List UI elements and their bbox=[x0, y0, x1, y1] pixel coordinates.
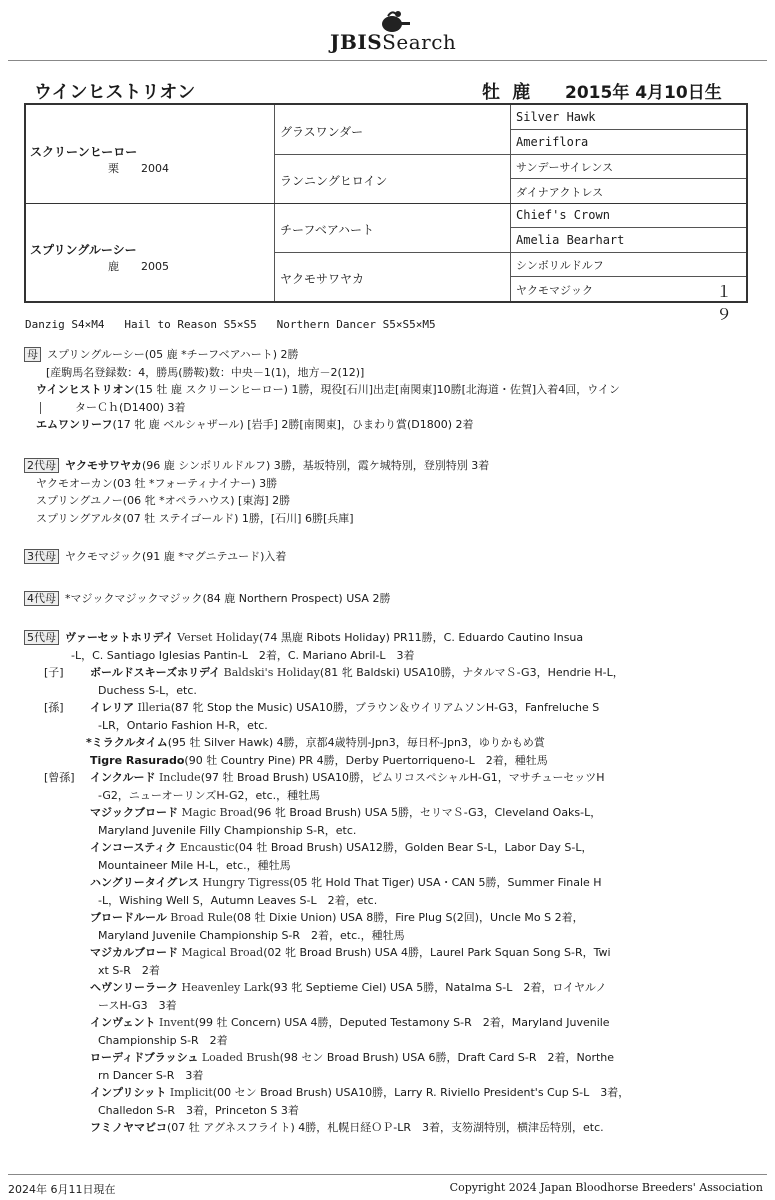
pedigree-table bbox=[24, 103, 748, 324]
horse-name: インクルード bbox=[90, 771, 156, 784]
record-text: -G2，ニューオーリンズH-G2，etc.，種牡馬 bbox=[98, 788, 321, 802]
relation-label: [子] bbox=[44, 666, 64, 679]
list-item: ヤクモオーカン(03 牡 *フォーティナイナー) 3勝 bbox=[36, 476, 278, 490]
horse-birth-date: 2015年 4月10日生 bbox=[565, 83, 722, 103]
offspring-row-cont: ターＣｈ(D1400) 3着 bbox=[24, 399, 744, 417]
family-row bbox=[24, 822, 744, 840]
gen3-5: Chief's Crown bbox=[516, 208, 610, 222]
inbreeding-info: Danzig S4×M4 Hail to Reason S5×S5 Northern Dancer S5×S5×M5 bbox=[25, 318, 436, 331]
relation-label: [孫] bbox=[44, 701, 64, 714]
dam-section bbox=[24, 346, 744, 434]
fifth-dam-tag: 5代母 bbox=[24, 630, 59, 645]
header-rule bbox=[8, 60, 767, 61]
record-text: (93 牝 Septieme Ciel) USA 5勝，Natalma S-L 2着，ロイヤルノ bbox=[269, 981, 607, 994]
family-row bbox=[24, 787, 744, 805]
family-number: １９ bbox=[716, 282, 733, 324]
dam-color-year: 鹿 2005 bbox=[108, 260, 169, 273]
horse-name-en: Implicit bbox=[166, 1086, 213, 1099]
list-item: スプリングユノー(06 牝 *オペラハウス) [東海] 2勝 bbox=[36, 494, 291, 507]
gen3-1: Silver Hawk bbox=[516, 110, 596, 124]
record-text: -L，C. Santiago Iglesias Pantin-L 2着，C. Mariano Abril-L 3着 bbox=[71, 648, 415, 662]
gen3-3: サンデーサイレンス bbox=[516, 161, 614, 174]
record-text: (04 牡 Broad Brush) USA12勝，Golden Bear S-L，Labor Day S-L， bbox=[234, 841, 593, 854]
horse-name-en: Baldski's Holiday bbox=[220, 666, 320, 679]
record-text: xt S-R 2着 bbox=[98, 963, 160, 977]
record-text: (90 牡 Country Pine) PR 4勝，Derby Puertorriqueno-L 2着，種牡馬 bbox=[184, 753, 548, 767]
family-row bbox=[24, 874, 744, 892]
gen2-sire-dam: ランニングヒロイン bbox=[280, 174, 388, 188]
offspring-row: ウインヒストリオン(15 牡 鹿 スクリーンヒーロー) 1勝，現役[石川]出走[南関東]10勝[北海道・佐賀]入着4回，ウイン bbox=[36, 383, 620, 396]
horse-name: イレリア bbox=[90, 701, 134, 714]
horse-name: Tigre Rasurado bbox=[90, 753, 185, 767]
record-text: Mountaineer Mile H-L，etc.，種牡馬 bbox=[98, 858, 291, 872]
gen3-8: ヤクモマジック bbox=[516, 284, 593, 297]
gen3-4: ダイナアクトレス bbox=[516, 186, 604, 199]
horse-name-en: Encaustic bbox=[176, 841, 235, 854]
family-row bbox=[24, 752, 744, 770]
record-text: (08 牡 Dixie Union) USA 8勝，Fire Plug S(2回)，Uncle Mo S 2着， bbox=[232, 911, 584, 924]
horse-name: ボールドスキーズホリデイ bbox=[90, 666, 221, 679]
horse-name-en: Illeria bbox=[134, 701, 171, 714]
horse-name: マジカルブロード bbox=[90, 946, 178, 959]
relation-label: [曾孫] bbox=[44, 771, 75, 784]
second-dam-section: 2代母 ヤクモサワヤカ(96 鹿 シンボリルドルフ) 3勝，基坂特別，霞ケ城特別，登別特別 3着 ヤクモオーカン(03 牡 *フォーティナイナー) 3勝 スプリングユノー(06 牝 *オペラハウス) [東海] 2勝 スプリングアルタ(07 牡 ステイゴールド) 1勝，[石川] 6勝[兵庫] bbox=[24, 457, 744, 527]
record-text: rn Dancer S-R 3着 bbox=[98, 1068, 204, 1082]
second-dam-tag: 2代母 bbox=[24, 458, 59, 473]
record-text: (97 牡 Broad Brush) USA10勝，ピムリコスペシャルH-G1，マサチューセッツH bbox=[200, 771, 605, 784]
third-dam-tag: 3代母 bbox=[24, 549, 59, 564]
footer-rule bbox=[8, 1174, 767, 1175]
horse-name-en: Heavenley Lark bbox=[178, 981, 270, 994]
record-text: (99 牡 Concern) USA 4勝，Deputed Testamony S-R 2着，Maryland Juvenile bbox=[194, 1016, 610, 1029]
list-item: スプリングアルタ(07 牡 ステイゴールド) 1勝，[石川] 6勝[兵庫] bbox=[36, 511, 354, 525]
horse-name: ハングリータイグレス bbox=[90, 876, 200, 889]
record-text: (98 セン Broad Brush) USA 6勝，Draft Card S-R 2着，Northe bbox=[279, 1051, 615, 1064]
dam-cell bbox=[30, 241, 169, 274]
dam-offspring-count: [産駒馬名登録数：4，勝馬(勝鞍)数：中央－1(1)，地方－2(12)] bbox=[46, 365, 365, 379]
horse-name-en: Invent bbox=[155, 1016, 195, 1029]
horse-name-en: Verset Holiday bbox=[173, 631, 260, 644]
family-row bbox=[24, 1102, 744, 1120]
sire-cell bbox=[30, 143, 169, 176]
family-row bbox=[24, 664, 744, 682]
horse-name-en: Magic Broad bbox=[178, 806, 254, 819]
horse-name: マジックブロード bbox=[90, 806, 178, 819]
horse-name: ブロードルール bbox=[90, 911, 167, 924]
family-row bbox=[24, 1014, 744, 1032]
horse-name-en: Magical Broad bbox=[178, 946, 264, 959]
horse-name: ローディドブラッシュ bbox=[90, 1051, 199, 1064]
horse-name-en: Include bbox=[155, 771, 201, 784]
family-row bbox=[24, 804, 744, 822]
record-text: (07 牡 アグネスフライト) 4勝，札幌日経ＯＰ-LR 3着，支笏湖特別，横津岳特別，etc. bbox=[167, 1121, 604, 1134]
family-row bbox=[24, 944, 744, 962]
dam-tag: 母 bbox=[24, 347, 41, 362]
family-row bbox=[24, 734, 744, 752]
horse-name: ヴァーセットホリデイ bbox=[65, 631, 174, 644]
family-row bbox=[24, 1119, 744, 1137]
horse-name: ヘヴンリーラーク bbox=[90, 981, 178, 994]
family-row bbox=[24, 927, 744, 945]
gen3-2: Ameriflora bbox=[516, 135, 589, 149]
logo-text: JBISSearch bbox=[330, 30, 457, 54]
horse-name-en: Loaded Brush bbox=[198, 1051, 280, 1064]
horse-header bbox=[30, 78, 750, 102]
family-row bbox=[24, 962, 744, 980]
record-text: Maryland Juvenile Championship S-R 2着，etc.，種牡馬 bbox=[98, 928, 405, 942]
record-text: Championship S-R 2着 bbox=[98, 1033, 228, 1047]
family-row bbox=[24, 1049, 744, 1067]
family-row bbox=[24, 1032, 744, 1050]
record-text: (95 牡 Silver Hawk) 4勝，京都4歳特別-Jpn3，毎日杯-Jpn3，ゆりかもめ賞 bbox=[167, 736, 545, 749]
family-row bbox=[24, 682, 744, 700]
horse-name-en: Hungry Tigress bbox=[199, 876, 290, 889]
record-text: (00 セン Broad Brush) USA10勝，Larry R. Riviello President's Cup S-L 3着， bbox=[212, 1086, 630, 1099]
horse-name: インヴェント bbox=[90, 1016, 156, 1029]
horse-name: インプリシット bbox=[90, 1086, 167, 1099]
dam-line: スプリングルーシー(05 鹿 *チーフベアハート) 2勝 bbox=[47, 348, 299, 361]
family-row bbox=[24, 909, 744, 927]
fourth-dam-section: 4代母 *マジックマジックマジック(84 鹿 Northern Prospect) USA 2勝 bbox=[24, 590, 744, 608]
horse-name: ウインヒストリオン bbox=[34, 82, 196, 103]
family-row bbox=[24, 647, 744, 665]
family-row bbox=[24, 769, 744, 787]
record-text: Duchess S-L，etc. bbox=[98, 683, 197, 697]
sire-name: スクリーンヒーロー bbox=[30, 145, 138, 159]
gen2-sire-sire: グラスワンダー bbox=[280, 125, 364, 139]
fifth-dam-section bbox=[24, 629, 744, 1137]
gen3-7: シンボリルドルフ bbox=[516, 259, 604, 272]
horse-name-en: Broad Rule bbox=[166, 911, 233, 924]
record-text: ースH-G3 3着 bbox=[98, 998, 177, 1012]
horse-name: *ミラクルタイム bbox=[86, 736, 168, 749]
record-text: (02 牝 Broad Brush) USA 4勝，Laurel Park Squan Song S-R，Twi bbox=[263, 946, 611, 959]
record-text: (05 牝 Hold That Tiger) USA・CAN 5勝，Summer Finale H bbox=[289, 876, 602, 889]
horse-sex-color: 牡 鹿 bbox=[482, 82, 531, 103]
family-row bbox=[24, 857, 744, 875]
footer-copyright: Copyright 2024 Japan Bloodhorse Breeders' Association bbox=[449, 1181, 763, 1194]
gen2-dam-sire: チーフベアハート bbox=[280, 223, 374, 237]
record-text: -L，Wishing Well S，Autumn Leaves S-L 2着，etc. bbox=[98, 893, 378, 907]
gen2-dam-dam: ヤクモサワヤカ bbox=[280, 272, 365, 286]
record-text: Maryland Juvenile Filly Championship S-R，etc. bbox=[98, 823, 357, 837]
family-row bbox=[24, 839, 744, 857]
horse-name: インコースティク bbox=[90, 841, 177, 854]
sire-color-year: 栗 2004 bbox=[108, 162, 169, 175]
record-text: (74 黒鹿 Ribots Holiday) PR11勝，C. Eduardo Cautino Insua bbox=[259, 631, 584, 644]
record-text: (87 牝 Stop the Music) USA10勝，ブラウン＆ウイリアムソンH-G3，Fanfreluche S bbox=[170, 701, 600, 714]
gen3-6: Amelia Bearhart bbox=[516, 233, 625, 247]
record-text: Challedon S-R 3着，Princeton S 3着 bbox=[98, 1103, 299, 1117]
jbis-search-logo bbox=[330, 8, 460, 54]
record-text: -LR，Ontario Fashion H-R，etc. bbox=[98, 718, 268, 732]
offspring-row: エムワンリーフ(17 牝 鹿 ベルシャザール) [岩手] 2勝[南関東]，ひまわり賞(D1800) 2着 bbox=[36, 418, 474, 431]
family-row bbox=[24, 892, 744, 910]
fourth-dam-tag: 4代母 bbox=[24, 591, 59, 606]
family-row bbox=[24, 717, 744, 735]
record-text: (96 牝 Broad Brush) USA 5勝，セリマＳ-G3，Cleveland Oaks-L， bbox=[253, 806, 602, 819]
dam-name: スプリングルーシー bbox=[30, 243, 137, 257]
record-text: (81 牝 Baldski) USA10勝，ナタルマＳ-G3，Hendrie H-L， bbox=[319, 666, 624, 679]
family-row bbox=[24, 699, 744, 717]
family-row bbox=[24, 997, 744, 1015]
footer-date: 2024年 6月11日現在 bbox=[8, 1183, 116, 1196]
family-row bbox=[24, 1067, 744, 1085]
family-row bbox=[24, 1084, 744, 1102]
horse-name: フミノヤマビコ bbox=[90, 1121, 167, 1134]
third-dam-section: 3代母 ヤクモマジック(91 鹿 *マグニテユード)入着 bbox=[24, 548, 744, 566]
family-row bbox=[24, 979, 744, 997]
